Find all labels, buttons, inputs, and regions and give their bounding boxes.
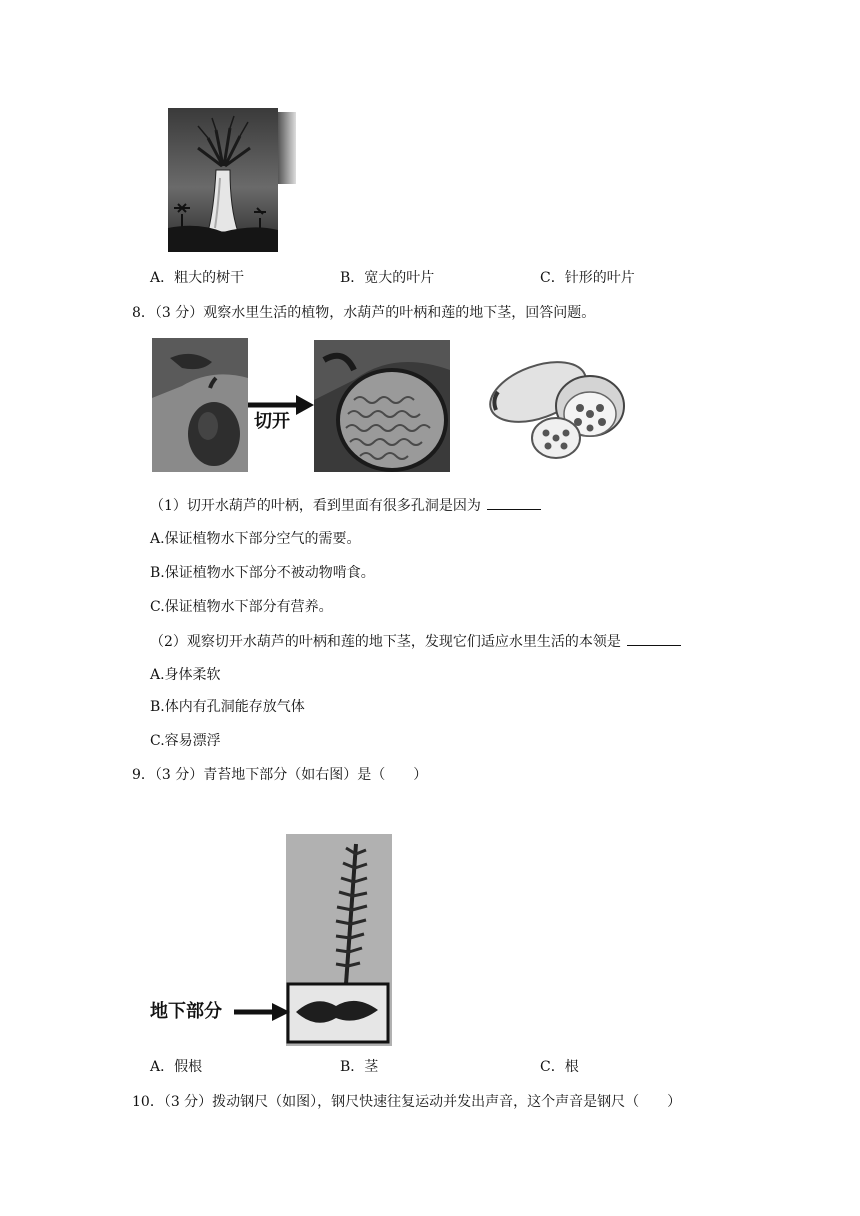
- arrow-icon: [232, 1000, 292, 1024]
- cut-open-label: 切开: [254, 411, 290, 432]
- option-letter: B．: [340, 270, 365, 286]
- q9-option-b: [340, 1057, 378, 1077]
- q8-sub2-option-c: C.容易漂浮: [150, 733, 221, 749]
- q8-sub1-question: [150, 495, 541, 516]
- underground-part-label: 地下部分: [150, 1001, 222, 1022]
- q8-sub2-question: [150, 631, 681, 652]
- option-text: 根: [564, 1059, 579, 1075]
- q10-stem: 10．（3 分）拨动钢尺（如图），钢尺快速往复运动并发出声音，这个声音是钢尺（ ）: [132, 1094, 682, 1110]
- q8-sub2-option-b: B.体内有孔洞能存放气体: [150, 699, 305, 715]
- q8-sub1-option-a: A.保证植物水下部分空气的需要。: [150, 531, 361, 547]
- petiole-cross-section-image: [314, 340, 450, 472]
- q9-option-a: [150, 1057, 202, 1077]
- option-text: 假根: [174, 1059, 203, 1075]
- q8-sub1-option-c: C.保证植物水下部分有营养。: [150, 599, 333, 615]
- answer-blank[interactable]: [627, 631, 681, 646]
- option-text: 宽大的叶片: [364, 270, 435, 286]
- question-text: （1）切开水葫芦的叶柄，看到里面有很多孔洞是因为: [150, 498, 481, 514]
- option-letter: C．: [540, 270, 565, 286]
- option-text: 粗大的树干: [174, 270, 245, 286]
- q8-sub2-option-a: A.身体柔软: [150, 667, 221, 683]
- option-text: 茎: [364, 1059, 379, 1075]
- option-letter: B．: [340, 1059, 365, 1075]
- water-hyacinth-petiole-image: [152, 338, 248, 472]
- question-text: （2）观察切开水葫芦的叶柄和莲的地下茎，发现它们适应水里生活的本领是: [150, 634, 621, 650]
- q9-option-c: [540, 1057, 579, 1077]
- option-letter: C．: [540, 1059, 565, 1075]
- option-letter: A．: [150, 270, 175, 286]
- q8-sub1-option-b: B.保证植物水下部分不被动物啃食。: [150, 565, 375, 581]
- q8-stem: 8．（3 分）观察水里生活的植物，水葫芦的叶柄和莲的地下茎，回答问题。: [132, 305, 596, 321]
- q9-stem: 9．（3 分）青苔地下部分（如右图）是（ ）: [132, 767, 428, 783]
- lotus-root-image: [480, 340, 630, 470]
- q7-option-a: [150, 268, 244, 288]
- q7-option-b: [340, 268, 434, 288]
- option-text: 针形的叶片: [564, 270, 635, 286]
- option-letter: A．: [150, 1059, 175, 1075]
- baobab-tree-image: [168, 108, 296, 252]
- q7-option-c: [540, 268, 635, 288]
- moss-image: [286, 834, 392, 1046]
- answer-blank[interactable]: [487, 495, 541, 510]
